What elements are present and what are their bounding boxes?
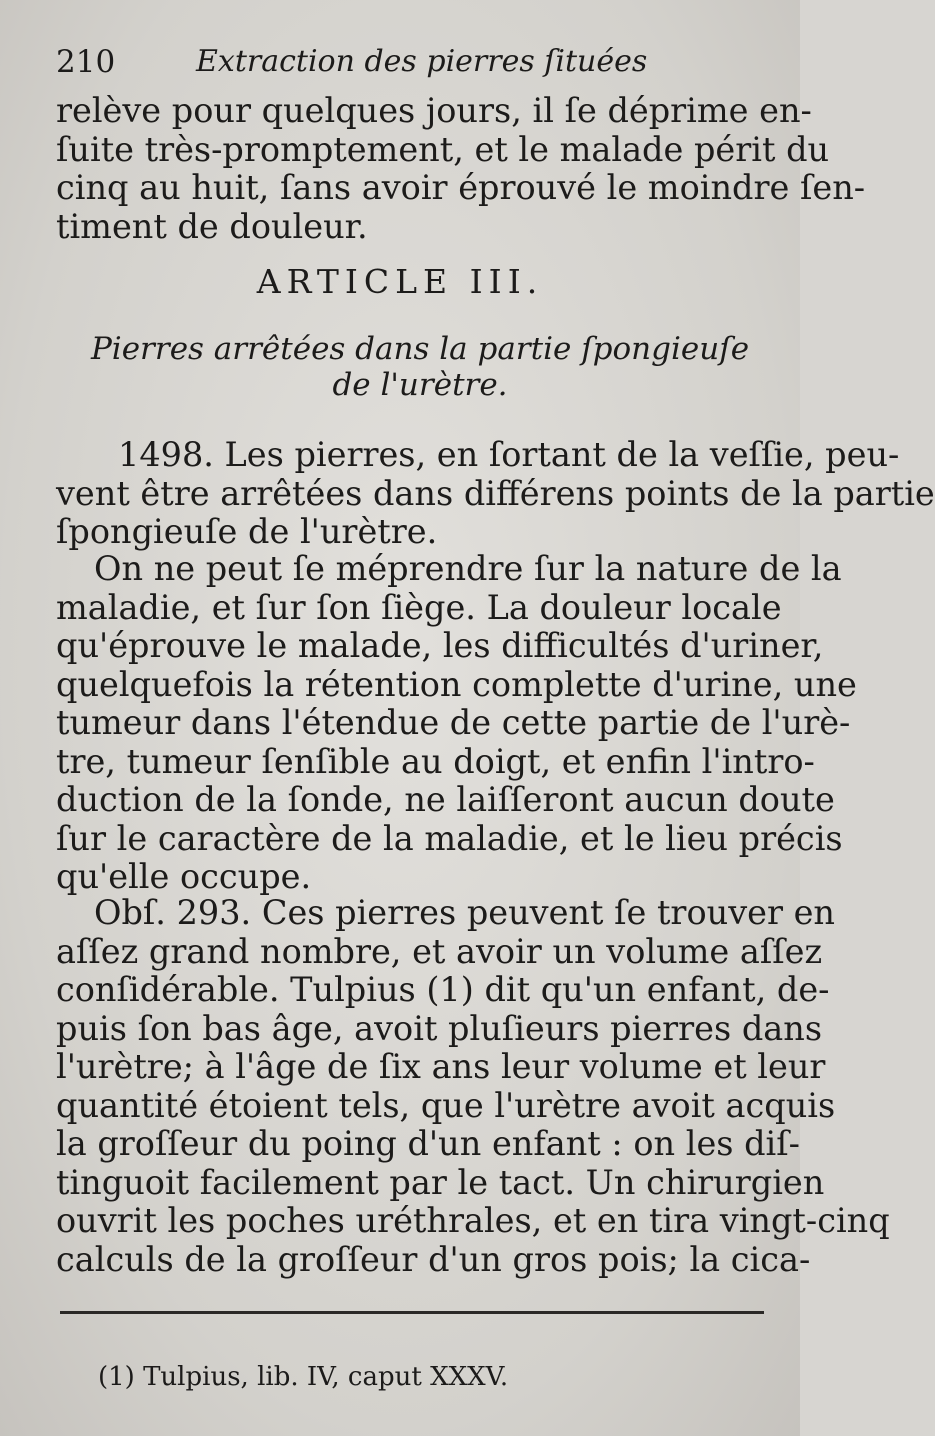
page-number: 210: [56, 44, 116, 80]
text-line: duction de la ſonde, ne laiſſeront aucun doute: [56, 780, 835, 819]
text-line: relève pour quelques jours, il ſe déprime en-: [56, 91, 812, 130]
subheading-line: de l'urètre.: [332, 367, 508, 403]
running-title: Extraction des pierres ſituées: [196, 44, 648, 79]
text-line: Obſ. 293. Ces pierres peuvent ſe trouver en: [94, 893, 836, 932]
footnote: (1) Tulpius, lib. IV, caput XXXV.: [98, 1362, 509, 1392]
text-line: quelquefois la rétention complette d'urine, une: [56, 664, 857, 704]
subheading-line: Pierres arrêtées dans la partie ſpongieuſe: [90, 331, 750, 367]
text-line: aſſez grand nombre, et avoir un volume aſſez: [56, 931, 823, 971]
text-line: puis ſon bas âge, avoit pluſieurs pierres dans: [56, 1008, 823, 1048]
text-line: maladie, et ſur ſon ſiège. La douleur locale: [56, 587, 782, 627]
text-line: qu'elle occupe.: [56, 857, 312, 896]
text-line: ſur le caractère de la maladie, et le lieu précis: [56, 818, 843, 858]
article-subheading: [80, 331, 760, 403]
text-line: l'urètre; à l'âge de ſix ans leur volume et leur: [56, 1047, 826, 1086]
footnote-rule: [60, 1311, 764, 1314]
page-header: [56, 44, 650, 88]
text-line: qu'éprouve le malade, les difficultés d'uriner,: [56, 626, 824, 665]
paragraph-diagnosis: [56, 549, 857, 897]
text-line: quantité étoient tels, que l'urètre avoit acquis: [56, 1085, 836, 1125]
text-line: la groſſeur du poing d'un enfant : on les diſ-: [56, 1124, 800, 1163]
text-line: tinguoit facilement par le tact. Un chirurgien: [56, 1162, 825, 1202]
text-line: cinq au huit, ſans avoir éprouvé le moindre ſen-: [56, 168, 866, 207]
text-line: tumeur dans l'étendue de cette partie de l'urè-: [56, 703, 851, 742]
text-line: vent être arrêtées dans différens points de la partie: [56, 473, 935, 513]
paragraph-observation: [56, 893, 890, 1279]
text-line: calculs de la groſſeur d'un gros pois; la cica-: [56, 1239, 811, 1279]
opening-text: [56, 91, 866, 246]
text-line: timent de douleur.: [56, 206, 368, 246]
text-line: ſuite très-promptement, et le malade périt du: [56, 129, 830, 169]
text-line: conſidérable. Tulpius (1) dit qu'un enfant, de-: [56, 970, 830, 1009]
article-heading: ARTICLE III.: [256, 262, 544, 301]
text-line: tre, tumeur ſenſible au doigt, et enfin l'intro-: [56, 741, 815, 781]
text-line: On ne peut ſe méprendre ſur la nature de la: [94, 549, 842, 588]
text-line: 1498. Les pierres, en ſortant de la veſſie, peu-: [118, 435, 900, 474]
text-line: ſpongieuſe de l'urètre.: [56, 512, 438, 551]
paragraph-1498: [56, 435, 935, 552]
text-line: ouvrit les poches uréthrales, et en tira vingt-cinq: [56, 1201, 890, 1240]
